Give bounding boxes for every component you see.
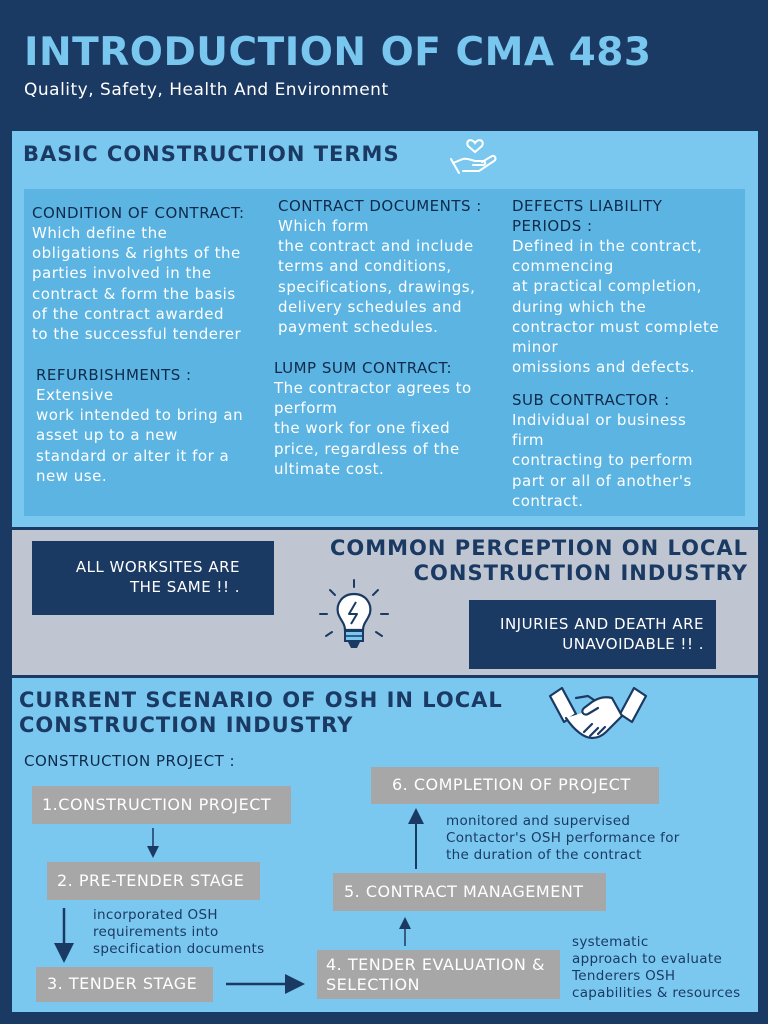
perception-box-worksites: ALL WORKSITES ARE THE SAME !! . bbox=[32, 541, 274, 615]
step-4-tender-evaluation: 4. TENDER EVALUATION & SELECTION bbox=[317, 950, 560, 999]
page-title: INTRODUCTION OF CMA 483 bbox=[24, 30, 652, 75]
term-body: Which form the contract and include terms and conditions, specifications, drawings, delivery schedules and payment schedules. bbox=[278, 217, 476, 337]
note-pre-tender: incorporated OSH requirements into specification documents bbox=[93, 907, 265, 957]
scenario-heading: CURRENT SCENARIO OF OSH IN LOCAL CONSTRUCTION INDUSTRY bbox=[19, 688, 503, 737]
page-subtitle: Quality, Safety, Health And Environment bbox=[24, 80, 389, 100]
step-6-completion-of-project: 6. COMPLETION OF PROJECT bbox=[371, 767, 659, 804]
term-body: Extensive work intended to bring an asset up to a new standard or alter it for a new use. bbox=[36, 386, 244, 485]
step-1-construction-project: 1.CONSTRUCTION PROJECT bbox=[32, 786, 291, 824]
note-evaluation: systematic approach to evaluate Tenderers OSH capabilities & resources bbox=[572, 934, 741, 1001]
term-body: Defined in the contract, commencing at practical completion, during which the contractor must complete minor omissions and defects. bbox=[512, 237, 720, 377]
term-head: CONTRACT DOCUMENTS : bbox=[278, 197, 482, 215]
perception-box-injuries: INJURIES AND DEATH ARE UNAVOIDABLE !! . bbox=[469, 600, 716, 669]
step-2-pre-tender-stage: 2. PRE-TENDER STAGE bbox=[47, 862, 260, 900]
term-head: LUMP SUM CONTRACT: bbox=[274, 359, 453, 377]
term-head: REFURBISHMENTS : bbox=[36, 366, 192, 384]
term-body: Individual or business firm contracting to perform part or all of another's contract. bbox=[512, 411, 693, 510]
term-head: SUB CONTRACTOR : bbox=[512, 391, 670, 409]
construction-project-label: CONSTRUCTION PROJECT : bbox=[24, 752, 236, 770]
perception-heading: COMMON PERCEPTION ON LOCAL CONSTRUCTION INDUSTRY bbox=[330, 536, 748, 585]
note-management: monitored and supervised Contactor's OSH performance for the duration of the contract bbox=[446, 813, 680, 863]
term-body: The contractor agrees to perform the work for one fixed price, regardless of the ultimate cost. bbox=[274, 379, 472, 478]
step-5-contract-management: 5. CONTRACT MANAGEMENT bbox=[333, 873, 606, 911]
term-head: CONDITION OF CONTRACT: bbox=[32, 204, 245, 222]
step-3-tender-stage: 3. TENDER STAGE bbox=[36, 967, 213, 1002]
term-body: Which define the obligations & rights of the parties involved in the contract & form the basis of the contract awarded to the successful tenderer bbox=[32, 224, 242, 344]
term-head: DEFECTS LIABILITY PERIODS : bbox=[512, 197, 663, 235]
basic-terms-heading: BASIC CONSTRUCTION TERMS bbox=[23, 142, 400, 166]
